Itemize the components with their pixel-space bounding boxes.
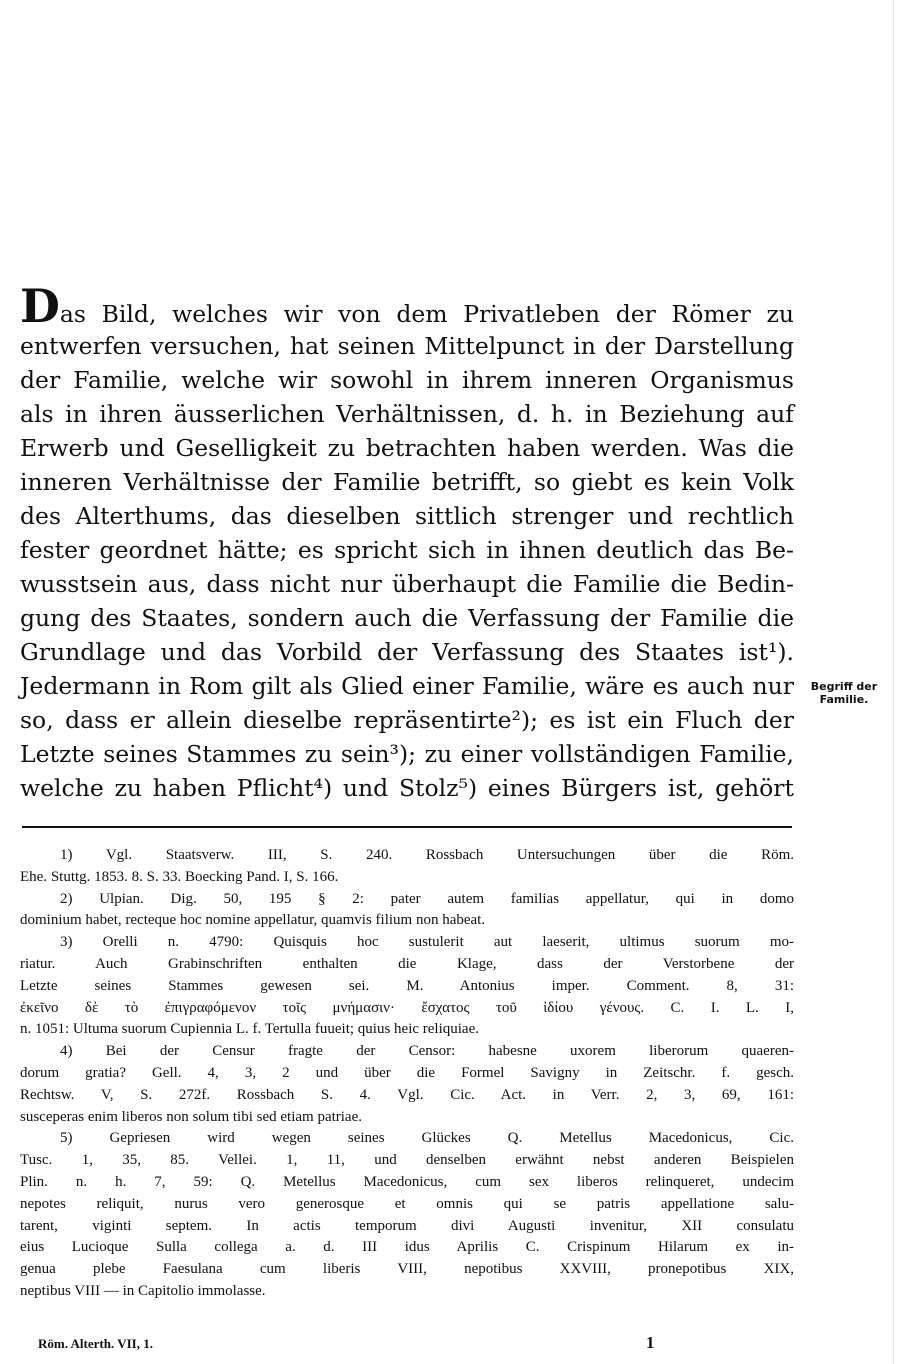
footnote-line: 3) Orelli n. 4790: Quisquis hoc sustulerit aut laeserit, ultimus suorum mo-	[60, 934, 794, 951]
text-line: so, dass er allein dieselbe repräsentirte²); es ist ein Fluch der	[20, 706, 794, 734]
footnote-line: Tusc. 1, 35, 85. Vellei. 1, 11, und denselben erwähnt nebst anderen Beispielen	[20, 1152, 794, 1169]
footnote-line: Letzte seines Stammes gewesen sei. M. Antonius imper. Comment. 8, 31:	[20, 977, 794, 994]
text-line: gung des Staates, sondern auch die Verfassung der Familie die	[20, 604, 794, 632]
text-line: entwerfen versuchen, hat seinen Mittelpunct in der Darstellung	[20, 332, 794, 360]
footnote-line: tarent, viginti septem. In actis temporum divi Augusti invenitur, XII consulatu	[20, 1217, 794, 1234]
footnote-line: nepotes reliquit, nurus vero generosque et omnis qui se patris appellatione salu-	[20, 1195, 794, 1212]
footnote-line: ἐκεῖνο δὲ τὸ ἐπιγραφόμενον τοῖς μνήμασιν· ἔσχατος τοῦ ἰδίου γένους. C. I. L. I,	[20, 999, 794, 1016]
footnote-line: Rechtsw. V, S. 272f. Rossbach S. 4. Vgl. Cic. Act. in Verr. 2, 3, 69, 161:	[20, 1086, 794, 1103]
text-line: als in ihren äusserlichen Verhältnissen, d. h. in Beziehung auf	[20, 400, 794, 428]
first-paragraph-line	[20, 279, 794, 333]
main-text	[20, 279, 794, 805]
text-line: Letzte seines Stammes zu sein³); zu einer vollständigen Familie,	[20, 740, 794, 768]
drop-cap: D	[20, 279, 60, 333]
marginal-note-line: Begriff der	[810, 680, 878, 693]
marginal-note	[799, 680, 889, 706]
footnote-line: susceperas enim liberos non solum tibi sed etiam patriae.	[20, 1108, 362, 1125]
footnote-line: dorum gratia? Gell. 4, 3, 2 und über die Formel Savigny in Zeitschr. f. gesch.	[20, 1064, 794, 1081]
footnote-line: neptibus VIII — in Capitolio immolasse.	[20, 1282, 266, 1299]
footnote-line: 4) Bei der Censur fragte der Censor: habesne uxorem liberorum quaeren-	[60, 1043, 794, 1060]
signature-mark: Röm. Alterth. VII, 1.	[38, 1336, 153, 1351]
footnote-line: n. 1051: Ultuma suorum Cupiennia L. f. Tertulla fuueit; quius heic reliquiae.	[20, 1021, 479, 1038]
text-line: welche zu haben Pflicht⁴) und Stolz⁵) eines Bürgers ist, gehört	[20, 774, 794, 802]
text-line: wusstsein aus, dass nicht nur überhaupt die Familie die Bedin-	[20, 570, 794, 598]
footnote-line: genua plebe Faesulana cum liberis VIII, nepotibus XXVIII, pronepotibus XIX,	[20, 1261, 794, 1278]
page-edge-divider	[893, 0, 894, 1364]
footnote-line: 5) Gepriesen wird wegen seines Glückes Q. Metellus Macedonicus, Cic.	[60, 1130, 794, 1147]
text-line: des Alterthums, das dieselben sittlich strenger und rechtlich	[20, 502, 794, 530]
page-number: 1	[646, 1333, 655, 1352]
text-line: Jedermann in Rom gilt als Glied einer Familie, wäre es auch nur	[20, 672, 794, 700]
footnote-line: Plin. n. h. 7, 59: Q. Metellus Macedonicus, cum sex liberos relinqueret, undecim	[20, 1173, 794, 1190]
footnote-line: 2) Ulpian. Dig. 50, 195 § 2: pater autem familias appellatur, qui in domo	[60, 890, 794, 907]
footnote-line: 1) Vgl. Staatsverw. III, S. 240. Rossbach Untersuchungen über die Röm.	[60, 847, 794, 863]
text-line: Grundlage und das Vorbild der Verfassung des Staates ist¹).	[20, 638, 794, 666]
text-line: inneren Verhältnisse der Familie betrifft, so giebt es kein Volk	[20, 468, 794, 496]
footnote-divider	[22, 826, 792, 828]
footnotes	[20, 845, 794, 1303]
text-line: der Familie, welche wir sowohl in ihrem inneren Organismus	[20, 366, 794, 394]
marginal-note-line: Familie.	[819, 693, 869, 706]
footnote-line: riatur. Auch Grabinschriften enthalten die Klage, dass der Verstorbene der	[20, 955, 794, 972]
text-line: Erwerb und Geselligkeit zu betrachten haben werden. Was die	[20, 434, 794, 462]
first-line-text: as Bild, welches wir von dem Privatleben der Römer zu	[59, 300, 794, 328]
footnote-line: eius Lucioque Sulla collega a. d. III idus Aprilis C. Crispinum Hilarum ex in-	[20, 1239, 794, 1256]
footnote-line: dominium habet, recteque hoc nomine appellatur, quamvis filium non habeat.	[20, 912, 486, 929]
text-line: fester geordnet hätte; es spricht sich in ihnen deutlich das Be-	[20, 536, 794, 564]
footnote-line: Ehe. Stuttg. 1853. 8. S. 33. Boecking Pand. I, S. 166.	[20, 868, 339, 885]
